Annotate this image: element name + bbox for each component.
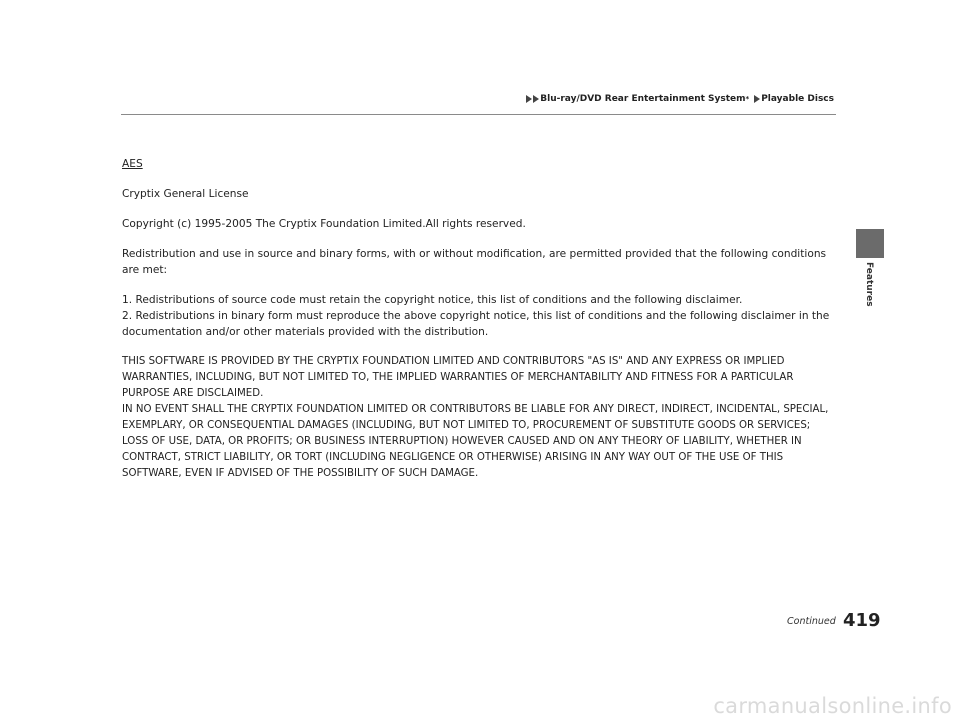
breadcrumb: [526, 94, 834, 104]
continued-label: Continued: [787, 616, 836, 627]
arrow-icon: [754, 95, 760, 103]
condition-1: 1. Redistributions of source code must retain the copyright notice, this list of conditions and the following disclaimer.: [122, 294, 743, 306]
warranty-disclaimer: THIS SOFTWARE IS PROVIDED BY THE CRYPTIX FOUNDATION LIMITED AND CONTRIBUTORS "AS IS" AND ANY EXPRESS OR IMPLIED WARRANTIES, INCLUDING, BUT NOT LIMITED TO, THE IMPLIED WARRANTIES OF MERCHANTABILITY AND FITNESS FOR A PARTICULAR PURPOSE ARE DISCLAIMED.: [122, 356, 794, 399]
license-name: Cryptix General License: [122, 188, 249, 200]
section-label: Features: [864, 262, 874, 307]
watermark-logo: carmanualsonline.info: [713, 694, 952, 718]
redistribution-paragraph: Redistribution and use in source and binary forms, with or without modification, are permitted provided that the following conditions are met:: [122, 248, 827, 276]
section-heading: AES: [122, 158, 143, 170]
condition-2: 2. Redistributions in binary form must reproduce the above copyright notice, this list of conditions and the following disclaimer in the documentation and/or other materials provided with the distribution.: [122, 310, 830, 338]
liability-disclaimer: IN NO EVENT SHALL THE CRYPTIX FOUNDATION LIMITED OR CONTRIBUTORS BE LIABLE FOR ANY DIRECT, INDIRECT, INCIDENTAL, SPECIAL, EXEMPLARY, OR CONSEQUENTIAL DAMAGES (INCLUDING, BUT NOT LIMITED TO, PROCUREMENT OF SUBSTITUTE GOODS OR SERVICES; LOSS OF USE, DATA, OR PROFITS; OR BUSINESS INTERRUPTION) HOWEVER CAUSED AND ON ANY THEORY OF LIABILITY, WHETHER IN CONTRACT, STRICT LIABILITY, OR TORT (INCLUDING NEGLIGENCE OR OTHERWISE) ARISING IN ANY WAY OUT OF THE USE OF THIS SOFTWARE, EVEN IF ADVISED OF THE POSSIBILITY OF SUCH DAMAGE.: [122, 404, 829, 479]
page-number: 419: [843, 610, 881, 631]
model-availability-marker: *: [745, 95, 750, 103]
section-tab[interactable]: [856, 229, 884, 258]
breadcrumb-link-page[interactable]: Playable Discs: [761, 94, 834, 104]
license-body: [122, 156, 838, 482]
breadcrumb-link-section[interactable]: Blu-ray/DVD Rear Entertainment System: [540, 94, 746, 104]
arrow-icon: [533, 95, 539, 103]
copyright-notice: Copyright (c) 1995-2005 The Cryptix Foundation Limited.All rights reserved.: [122, 218, 526, 230]
arrow-icon: [526, 95, 532, 103]
header-divider: [121, 114, 836, 115]
